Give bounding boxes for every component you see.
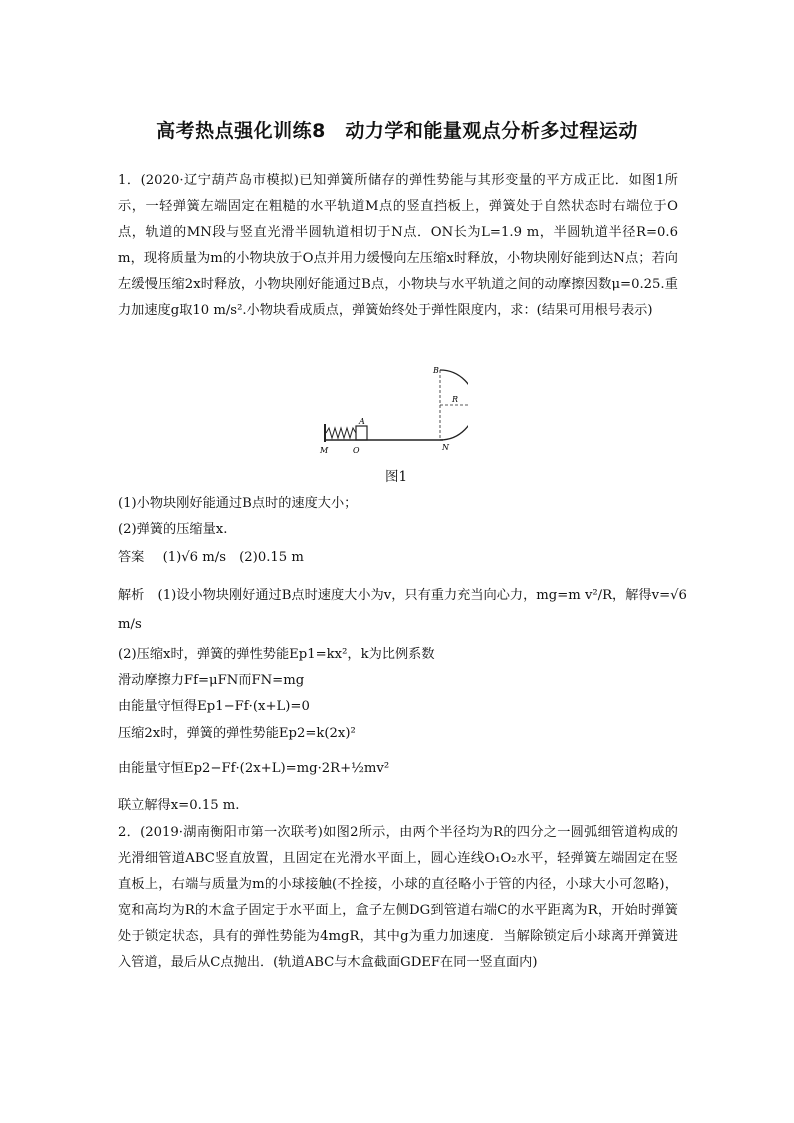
label-r: R [452, 395, 459, 404]
question-1-text: 1．(2020·辽宁葫芦岛市模拟)已知弹簧所储存的弹性势能与其形变量的平方成正比．如图1所示，一轻弹簧左端固定在粗糙的水平轨道M点的竖直挡板上，弹簧处于自然状态时右端位于O点，轨道的MN段与竖直光滑半圆轨道相切于N点．ON长为L=1.9 m，半圆轨道半径R=0.6 m，现将质量为m的小物块放于O点并用力缓慢向左压缩x时释放，小物块刚好能到达N点；若向左缓慢压缩2x时释放，小物块刚好能通过B点，小物块与水平轨道之间的动摩擦因数μ=0.25.重力加速度g取10 m/s².小物块看成质点，弹簧始终处于弹性限度内，求：(结果可用根号表示) [118, 173, 678, 318]
figure-1-caption: 图1 [385, 469, 408, 485]
answer-line [118, 546, 304, 565]
label-m: M [320, 446, 329, 455]
semicircle-track [440, 370, 468, 440]
answer-text: (1)√6 m/s (2)0.15 m [162, 550, 304, 565]
spring [326, 428, 356, 438]
solution-line-8: 联立解得x=0.15 m. [118, 798, 240, 813]
solution-line-3: (2)压缩x时，弹簧的弹性势能Ep1=kx²，k为比例系数 [118, 647, 435, 662]
question-1-sub-2: (2)弹簧的压缩量x. [118, 522, 228, 537]
solution-line-2: m/s [118, 617, 142, 632]
answer-label: 答案 [118, 550, 145, 565]
figure-1 [318, 362, 468, 458]
block-a [356, 426, 367, 440]
question-1-sub-1: (1)小物块刚好能通过B点时的速度大小； [118, 496, 358, 511]
solution-line-6: 压缩2x时，弹簧的弹性势能Ep2=k(2x)² [118, 726, 356, 741]
label-o: O [353, 446, 360, 455]
solution-line-4: 滑动摩擦力Ff=μFN而FN=mg [118, 673, 305, 688]
question-2-text: 2．(2019·湖南衡阳市第一次联考)如图2所示，由两个半径均为R的四分之一圆弧细管道构成的光滑细管道ABC竖直放置，且固定在光滑水平面上，圆心连线O₁O₂水平，轻弹簧左端固定在竖直板上，右端与质量为m的小球接触(不拴接，小球的直径略小于管的内径，小球大小可忽略)，宽和高均为R的木盒子固定于水平面上，盒子左侧DG到管道右端C的水平距离为R，开始时弹簧处于锁定状态，具有的弹性势能为4mgR，其中g为重力加速度．当解除锁定后小球离开弹簧进入管道，最后从C点抛出．(轨道ABC与木盒截面GDEF在同一竖直面内) [118, 825, 678, 970]
solution-line-5: 由能量守恒得Ep1−Ff·(x+L)=0 [118, 699, 310, 714]
solution-line-7: 由能量守恒Ep2−Ff·(2x+L)=mg·2R+½mv² [118, 761, 390, 776]
label-n: N [442, 443, 449, 452]
label-b: B [433, 366, 439, 375]
solution-line-1: 解析 (1)设小物块刚好通过B点时速度大小为v，只有重力充当向心力，mg=m v²/R，解得v=√6 [118, 588, 687, 603]
page-title: 高考热点强化训练8 动力学和能量观点分析多过程运动 [156, 120, 638, 142]
label-a: A [359, 417, 365, 426]
